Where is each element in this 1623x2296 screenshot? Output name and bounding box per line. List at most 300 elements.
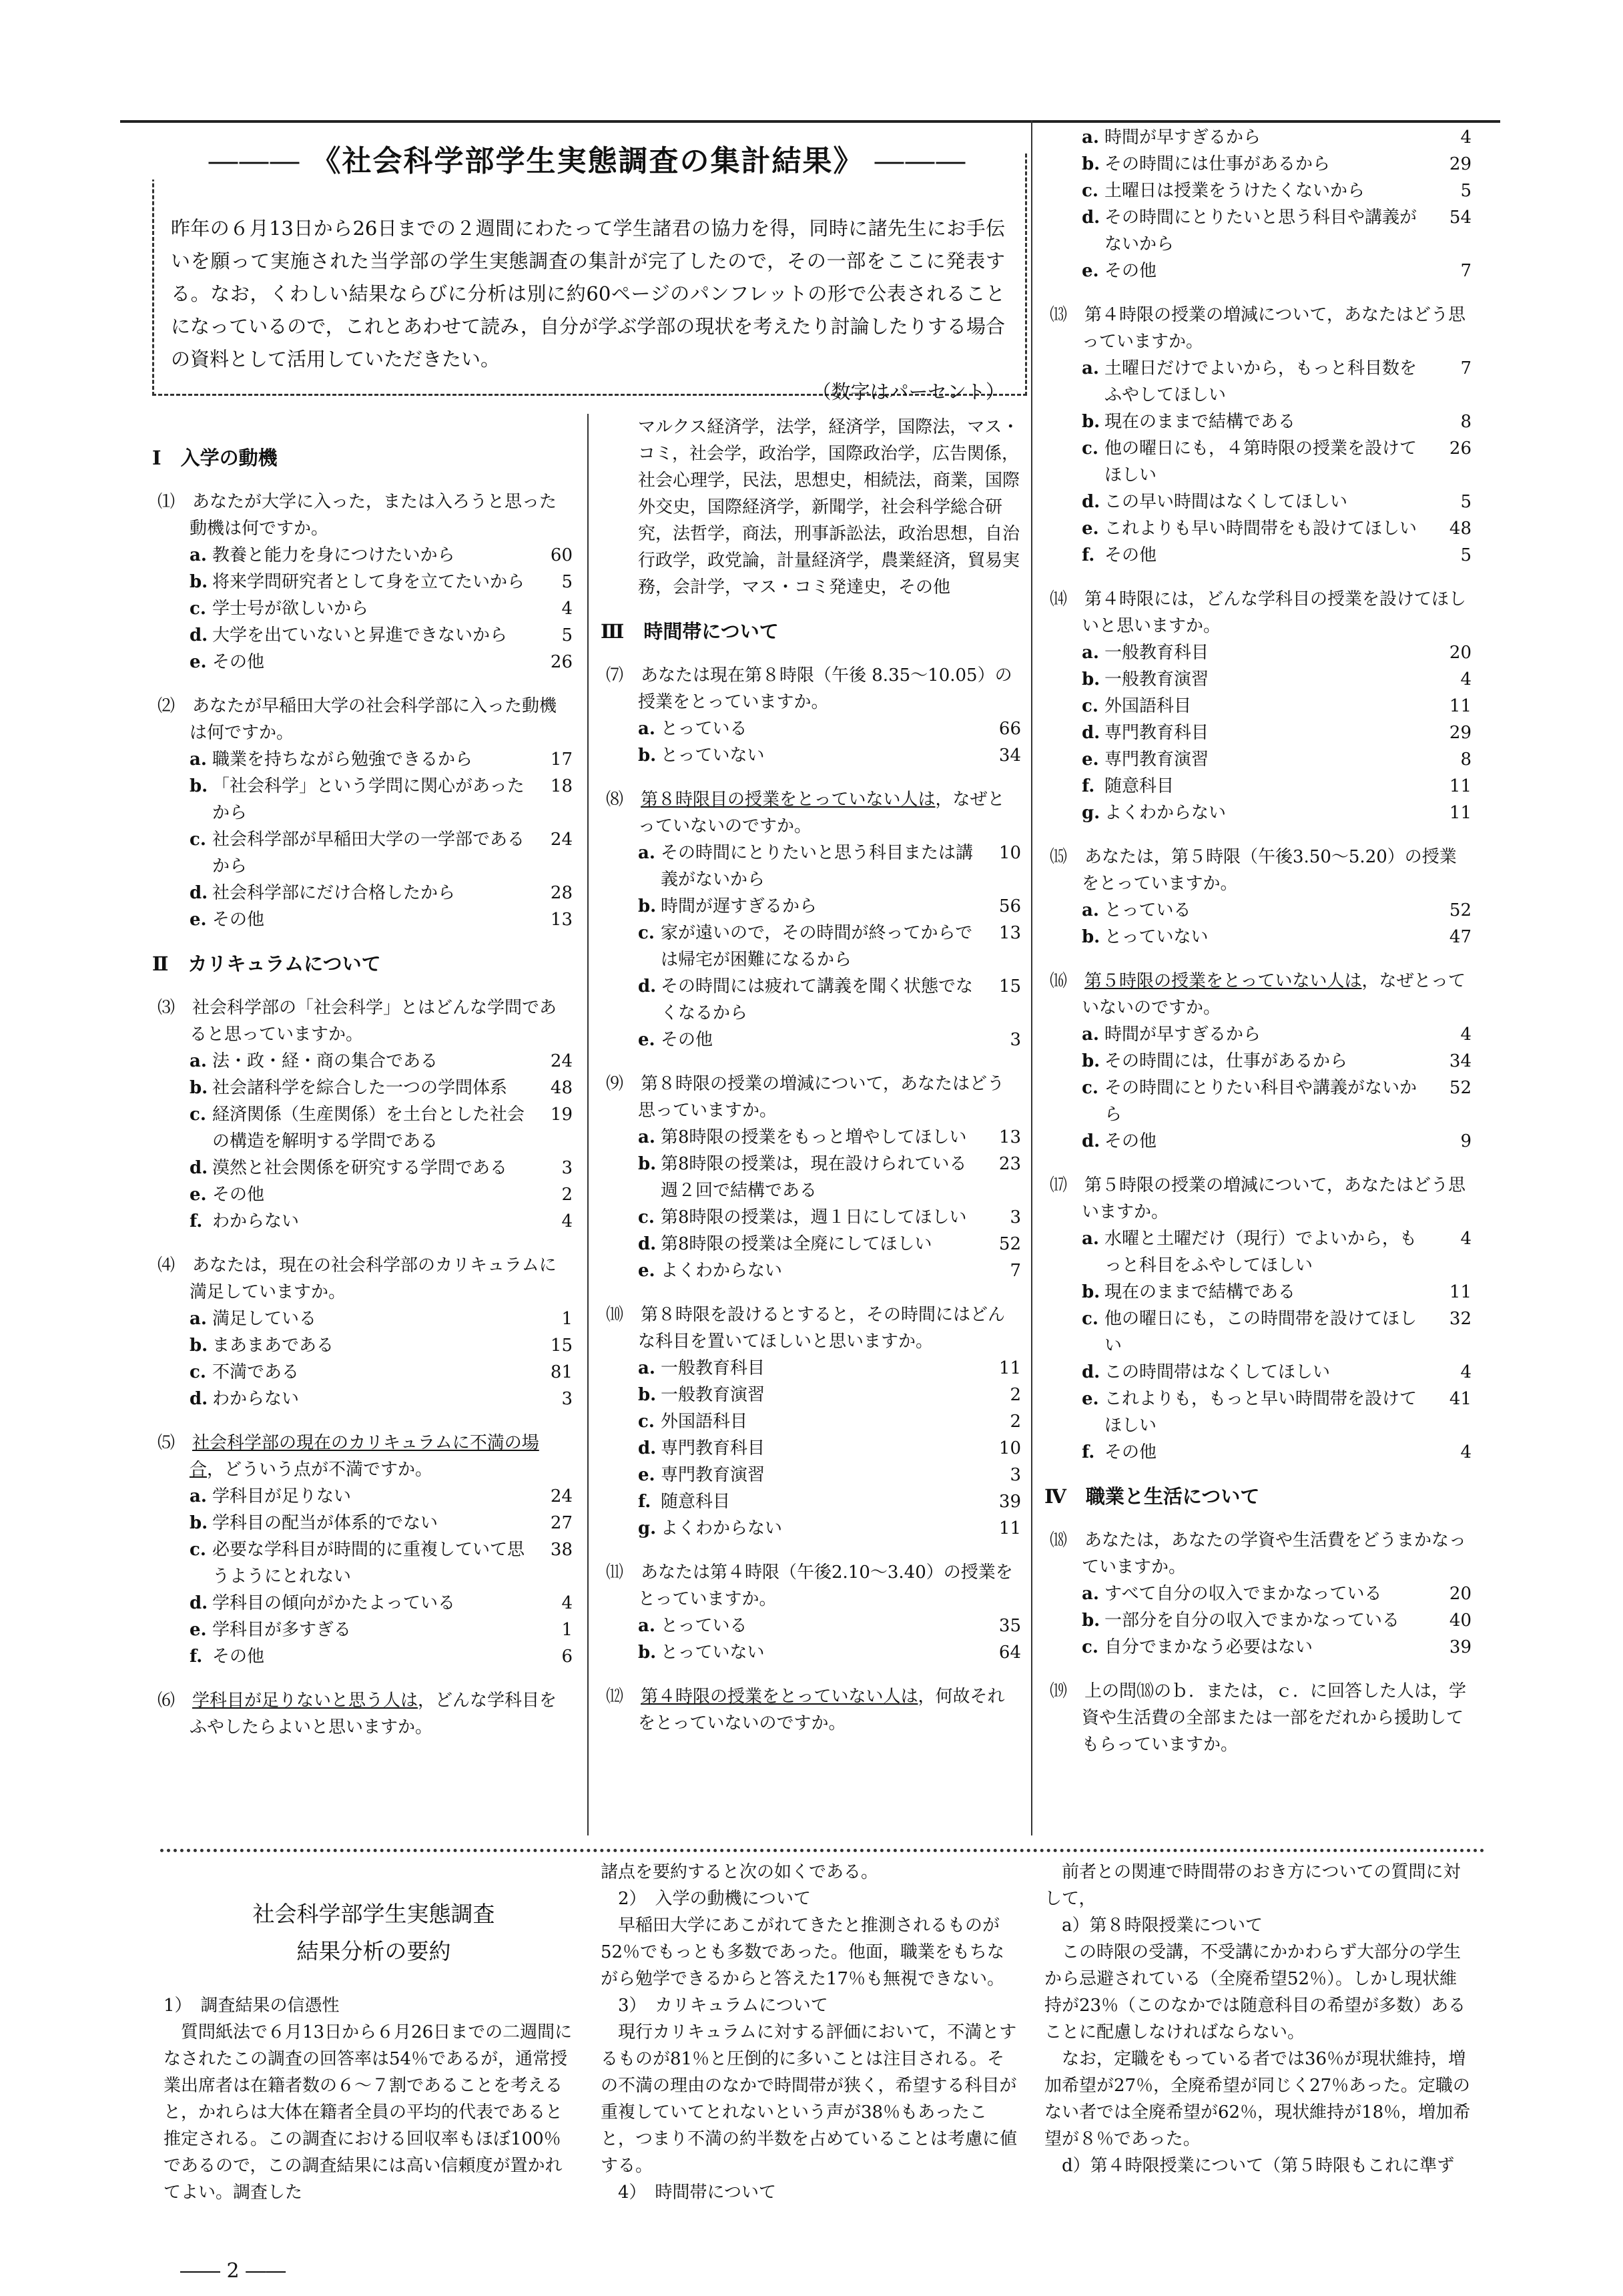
option-letter: e. bbox=[190, 1620, 207, 1640]
option-percent: 2 bbox=[1010, 1412, 1021, 1432]
answer-option bbox=[152, 1359, 573, 1386]
option-letter: c. bbox=[1082, 439, 1098, 459]
question-text: ⑶ 社会科学部の「社会科学」とはどんな学問であると思っていますか。 bbox=[157, 998, 557, 1045]
option-percent: 28 bbox=[550, 883, 573, 903]
question-10 bbox=[601, 1302, 1021, 1542]
option-percent: 7 bbox=[1460, 358, 1472, 378]
option-percent: 13 bbox=[998, 1127, 1021, 1147]
question-6-answer: マルクス経済学，法学，経済学，国際法，マス・コミ，社会学，政治学，国際政治学，広告関係，社会心理学，民法，思想史，相続法，商業，国際外交史，国際経済学，新聞学，社会科学総合研究，法哲学，商法，刑事訴訟法，政治思想，自治行政学，政党論，計量経済学，農業経済，貿易実務，会計学，マス・コミ発達史，その他 bbox=[638, 417, 1020, 597]
option-percent: 20 bbox=[1449, 643, 1472, 663]
option-text: よくわからない bbox=[1104, 803, 1227, 823]
option-percent: 52 bbox=[998, 1234, 1021, 1254]
option-text: 一般教育演習 bbox=[1104, 669, 1209, 689]
option-letter: b. bbox=[1082, 669, 1100, 689]
option-text: とっていない bbox=[661, 1643, 765, 1663]
option-letter: c. bbox=[190, 1362, 206, 1382]
option-text: その他 bbox=[212, 652, 265, 672]
option-text: 自分でまかなう必要はない bbox=[1104, 1637, 1313, 1657]
option-text: 現在のままで結構である bbox=[1104, 412, 1296, 432]
option-percent: 3 bbox=[1010, 1465, 1021, 1485]
answer-option bbox=[1044, 258, 1472, 284]
question-2 bbox=[152, 693, 573, 933]
option-letter: b. bbox=[638, 746, 657, 766]
column-divider-1 bbox=[587, 414, 589, 1835]
option-text: その他 bbox=[212, 1185, 265, 1205]
option-text: その時間には仕事があるから bbox=[1104, 154, 1331, 174]
option-text: これよりも，もっと早い時間帯を設けてほしい bbox=[1104, 1389, 1417, 1436]
option-letter: a. bbox=[638, 1358, 655, 1378]
option-letter: b. bbox=[1082, 412, 1100, 432]
option-text: 社会科学部が早稲田大学の一学部であるから bbox=[212, 830, 525, 876]
option-percent: 17 bbox=[550, 750, 573, 770]
summary-heading: 2） 入学の動機について bbox=[618, 1889, 812, 1909]
option-percent: 11 bbox=[998, 1358, 1021, 1378]
question-15 bbox=[1044, 844, 1472, 950]
answer-option bbox=[152, 1332, 573, 1359]
option-letter: d. bbox=[1082, 1131, 1100, 1151]
option-letter: c. bbox=[638, 923, 655, 943]
option-text: 学科目が多すぎる bbox=[212, 1620, 352, 1640]
column-2 bbox=[601, 414, 1021, 1737]
answer-option bbox=[601, 715, 1021, 742]
option-letter: a. bbox=[638, 1616, 655, 1636]
answer-option bbox=[1044, 1075, 1472, 1128]
option-percent: 3 bbox=[561, 1158, 573, 1178]
option-text: 一般教育演習 bbox=[661, 1385, 765, 1405]
option-letter: f. bbox=[1082, 1442, 1095, 1462]
option-percent: 54 bbox=[1449, 208, 1472, 228]
option-percent: 32 bbox=[1449, 1309, 1472, 1329]
option-letter: d. bbox=[190, 1389, 208, 1409]
option-text: その他 bbox=[1104, 1442, 1157, 1462]
option-letter: g. bbox=[1082, 803, 1100, 823]
question-text: ⑺ あなたは現在第８時限（午後 8.35〜10.05）の授業をとっていますか。 bbox=[606, 665, 1012, 712]
answer-option bbox=[1044, 204, 1472, 258]
answer-option bbox=[1044, 666, 1472, 693]
summary-paragraph: なお，定職をもっている者では36％が現状維持，増加希望が27％，全廃希望が同じく27％あった。定職のない者では全廃希望が62％，現状維持が18％，増加希望が８％であった。 bbox=[1044, 2049, 1471, 2149]
answer-option bbox=[1044, 1021, 1472, 1048]
option-letter: c. bbox=[638, 1207, 655, 1227]
option-percent: 4 bbox=[1460, 1362, 1472, 1382]
section-heading-1: Ⅰ 入学の動機 bbox=[152, 447, 278, 469]
option-letter: a. bbox=[1082, 1229, 1099, 1249]
question-text: ⒂ あなたは，第５時限（午後3.50〜5.20）の授業をとっていますか。 bbox=[1050, 847, 1457, 894]
option-letter: a. bbox=[190, 1486, 207, 1506]
option-letter: d. bbox=[1082, 492, 1100, 512]
option-text: その他 bbox=[1104, 1131, 1157, 1151]
answer-option bbox=[1044, 151, 1472, 178]
option-letter: f. bbox=[638, 1492, 651, 1512]
answer-option bbox=[601, 840, 1021, 893]
option-text: 水曜と土曜だけ（現行）でよいから，もっと科目をふやしてほしい bbox=[1104, 1229, 1417, 1275]
option-text: 社会諸科学を綜合した一つの学問体系 bbox=[212, 1078, 508, 1098]
option-letter: f. bbox=[190, 1211, 203, 1231]
option-text: 随意科目 bbox=[661, 1492, 731, 1512]
option-percent: 11 bbox=[1449, 776, 1472, 796]
option-letter: b. bbox=[638, 1643, 657, 1663]
answer-option bbox=[1044, 1634, 1472, 1661]
option-text: その他 bbox=[212, 910, 265, 930]
section-heading-3: Ⅲ 時間帯について bbox=[601, 620, 779, 643]
option-percent: 23 bbox=[998, 1154, 1021, 1174]
section-heading-2: Ⅱ カリキュラムについて bbox=[152, 952, 381, 975]
answer-option bbox=[152, 1386, 573, 1412]
answer-option bbox=[1044, 1607, 1472, 1634]
answer-option bbox=[601, 1488, 1021, 1515]
option-text: これよりも早い時間帯をも設けてほしい bbox=[1104, 519, 1417, 539]
option-percent: 7 bbox=[1010, 1261, 1021, 1281]
option-percent: 34 bbox=[998, 746, 1021, 766]
option-letter: a. bbox=[1082, 1584, 1099, 1604]
option-text: 第8時限の授業は全廃にしてほしい bbox=[661, 1234, 932, 1254]
option-text: 学士号が欲しいから bbox=[212, 599, 369, 619]
answer-option bbox=[601, 1382, 1021, 1408]
option-percent: 48 bbox=[1449, 519, 1472, 539]
option-text: とっていない bbox=[1104, 927, 1209, 947]
option-text: 時間が遅すぎるから bbox=[661, 896, 818, 916]
option-text: 教養と能力を身につけたいから bbox=[212, 545, 455, 565]
option-letter: b. bbox=[190, 1078, 208, 1098]
option-text: 土曜日だけでよいから，もっと科目数をふやしてほしい bbox=[1104, 358, 1417, 405]
question-text: ⑻ 第８時限目の授業をとっていない人は，なぜとっていないのですか。 bbox=[606, 790, 1005, 836]
answer-option bbox=[601, 742, 1021, 769]
question-text: ⑼ 第８時限の授業の増減について，あなたはどう思っていますか。 bbox=[606, 1074, 1004, 1121]
answer-option bbox=[152, 1181, 573, 1208]
answer-option bbox=[601, 1151, 1021, 1204]
column-divider-2 bbox=[1031, 120, 1032, 1835]
option-letter: a. bbox=[1082, 1025, 1099, 1045]
answer-option bbox=[152, 880, 573, 906]
summary-heading: 3） カリキュラムについて bbox=[618, 1996, 828, 2016]
option-text: 社会科学部にだけ合格したから bbox=[212, 883, 456, 903]
summary-paragraph: 現行カリキュラムに対する評価において，不満とするものが81％と圧倒的に多いことは注目される。その不満の理由のなかで時間帯が狭く，希望する科目が重複していてとれないという声が38％もあったこと，つまり不満の約半数を占めていることは考慮に値する。 bbox=[601, 2022, 1018, 2176]
question-text: ⒃ 第５時限の授業をとっていない人は，なぜとっていないのですか。 bbox=[1050, 971, 1466, 1018]
answer-option bbox=[152, 906, 573, 933]
option-letter: c. bbox=[1082, 1078, 1098, 1098]
answer-option bbox=[1044, 1581, 1472, 1607]
option-letter: e. bbox=[638, 1030, 655, 1050]
option-percent: 11 bbox=[1449, 1282, 1472, 1302]
question-13 bbox=[1044, 302, 1472, 569]
option-percent: 60 bbox=[550, 545, 573, 565]
option-letter: e. bbox=[1082, 519, 1099, 539]
option-percent: 4 bbox=[1460, 1229, 1472, 1249]
option-text: すべて自分の収入でまかなっている bbox=[1104, 1584, 1382, 1604]
option-letter: c. bbox=[1082, 1309, 1098, 1329]
option-letter: g. bbox=[638, 1518, 657, 1538]
option-text: その時間には，仕事があるから bbox=[1104, 1051, 1348, 1071]
answer-option bbox=[1044, 746, 1472, 773]
question-7 bbox=[601, 662, 1021, 769]
option-letter: d. bbox=[190, 625, 208, 645]
question-text: ⒀ 第４時限の授業の増減について，あなたはどう思っていますか。 bbox=[1050, 305, 1466, 352]
option-percent: 39 bbox=[998, 1492, 1021, 1512]
option-text: 将来学問研究者として身を立てたいから bbox=[212, 572, 525, 592]
option-text: 現在のままで結構である bbox=[1104, 1282, 1296, 1302]
option-percent: 24 bbox=[550, 1051, 573, 1071]
option-percent: 11 bbox=[1449, 803, 1472, 823]
answer-option bbox=[601, 920, 1021, 973]
answer-option bbox=[152, 1483, 573, 1510]
option-text: 外国語科目 bbox=[661, 1412, 748, 1432]
option-text: その他 bbox=[661, 1030, 713, 1050]
answer-option bbox=[1044, 1386, 1472, 1439]
option-percent: 24 bbox=[550, 830, 573, 850]
option-percent: 66 bbox=[998, 719, 1021, 739]
option-percent: 24 bbox=[550, 1486, 573, 1506]
option-letter: e. bbox=[190, 652, 207, 672]
option-letter: d. bbox=[190, 1593, 208, 1613]
answer-option bbox=[601, 1231, 1021, 1257]
answer-option bbox=[601, 1204, 1021, 1231]
option-percent: 81 bbox=[550, 1362, 573, 1382]
answer-option bbox=[1044, 1439, 1472, 1466]
option-letter: b. bbox=[1082, 1051, 1100, 1071]
option-percent: 20 bbox=[1449, 1584, 1472, 1604]
question-text: ⑴ あなたが大学に入った，または入ろうと思った動機は何ですか。 bbox=[157, 492, 557, 539]
answer-option bbox=[1044, 515, 1472, 542]
option-letter: d. bbox=[1082, 208, 1100, 228]
option-text: 必要な学科目が時間的に重複していて思うようにとれない bbox=[212, 1540, 525, 1587]
option-text: その時間にとりたいと思う科目または講義がないから bbox=[661, 843, 974, 890]
option-percent: 40 bbox=[1449, 1611, 1472, 1631]
option-letter: b. bbox=[190, 572, 208, 592]
option-letter: d. bbox=[190, 883, 208, 903]
option-letter: e. bbox=[1082, 1389, 1099, 1409]
answer-option bbox=[1044, 924, 1472, 950]
answer-option bbox=[152, 1075, 573, 1101]
question-3 bbox=[152, 994, 573, 1235]
option-text: よくわからない bbox=[661, 1261, 783, 1281]
option-text: 専門教育科目 bbox=[1104, 723, 1209, 743]
summary-paragraph: この時限の受講，不受講にかかわらず大部分の学生から忌避されている（全廃希望52％）。しかし現状維持が23％（このなかでは随意科目の希望が多数）あることに配慮しなければならない。 bbox=[1044, 1942, 1466, 2042]
question-text: ⒄ 第５時限の授業の増減について，あなたはどう思いますか。 bbox=[1050, 1175, 1466, 1222]
question-19 bbox=[1044, 1678, 1472, 1758]
answer-option bbox=[601, 1027, 1021, 1053]
option-letter: a. bbox=[638, 719, 655, 739]
option-letter: a. bbox=[190, 1051, 207, 1071]
question-text: ⑵ あなたが早稲田大学の社会科学部に入った動機は何ですか。 bbox=[157, 696, 557, 743]
option-percent: 35 bbox=[998, 1616, 1021, 1636]
answer-option bbox=[152, 1643, 573, 1670]
answer-option bbox=[1044, 1279, 1472, 1306]
option-text: 家が遠いので，その時間が終ってからでは帰宅が困難になるから bbox=[661, 923, 973, 970]
answer-option bbox=[152, 773, 573, 826]
answer-option bbox=[1044, 542, 1472, 569]
column-3 bbox=[1044, 124, 1472, 1758]
option-letter: f. bbox=[190, 1647, 203, 1667]
option-percent: 56 bbox=[998, 896, 1021, 916]
answer-option bbox=[1044, 773, 1472, 800]
option-text: 大学を出ていないと昇進できないから bbox=[212, 625, 508, 645]
answer-option bbox=[1044, 1225, 1472, 1279]
option-letter: e. bbox=[190, 910, 207, 930]
option-letter: e. bbox=[638, 1465, 655, 1485]
page-number: ―― 2 ―― bbox=[180, 2259, 286, 2283]
page-title: ――― 《社会科学部学生実態調査の集計結果》 ――― bbox=[152, 137, 1023, 180]
answer-option bbox=[1044, 720, 1472, 746]
answer-option bbox=[152, 1306, 573, 1332]
answer-option bbox=[1044, 800, 1472, 826]
summary-title: 社会科学部学生実態調査 結果分析の要約 bbox=[252, 1901, 495, 1964]
question-12 bbox=[601, 1683, 1021, 1737]
option-percent: 52 bbox=[1449, 900, 1472, 920]
option-percent: 48 bbox=[550, 1078, 573, 1098]
intro-text bbox=[171, 212, 1005, 408]
option-percent: 4 bbox=[561, 1593, 573, 1613]
option-text: その時間にとりたい科目や講義がないから bbox=[1104, 1078, 1417, 1125]
answer-option bbox=[152, 1208, 573, 1235]
option-text: わからない bbox=[212, 1389, 300, 1409]
option-letter: b. bbox=[190, 1513, 208, 1533]
answer-option bbox=[601, 893, 1021, 920]
answer-option bbox=[152, 1590, 573, 1617]
answer-option bbox=[1044, 639, 1472, 666]
question-text: ⑿ 第４時限の授業をとっていない人は，何故それをとっていないのですか。 bbox=[606, 1687, 1005, 1733]
answer-option bbox=[152, 1048, 573, 1075]
option-text: 不満である bbox=[212, 1362, 300, 1382]
option-text: 土曜日は授業をうけたくないから bbox=[1104, 181, 1365, 201]
answer-option bbox=[601, 1639, 1021, 1666]
option-letter: d. bbox=[638, 1234, 657, 1254]
option-text: 学科目の配当が体系的でない bbox=[212, 1513, 438, 1533]
top-rule bbox=[120, 120, 1500, 123]
section-heading-4: Ⅳ 職業と生活について bbox=[1044, 1485, 1260, 1508]
option-letter: d. bbox=[1082, 723, 1100, 743]
question-11 bbox=[601, 1559, 1021, 1666]
option-text: わからない bbox=[212, 1211, 300, 1231]
option-letter: e. bbox=[1082, 750, 1099, 770]
option-text: その時間にとりたいと思う科目や講義がないから bbox=[1104, 208, 1417, 254]
option-percent: 52 bbox=[1449, 1078, 1472, 1098]
option-percent: 5 bbox=[1460, 181, 1472, 201]
summary-column-3 bbox=[1044, 1859, 1472, 2179]
intro-paragraph: 昨年の６月13日から26日までの２週間にわたって学生諸君の協力を得，同時に諸先生にお手伝いを願って実施された当学部の学生実態調査の集計が完了したので，その一部をここに発表する。なお，くわしい結果ならびに分析は別に約60ページのパンフレットの形で公表されることになっているので，これとあわせて読み，自分が学ぶ学部の現状を考えたり討論したりする場合の資料として活用していただきたい。 bbox=[171, 217, 1005, 370]
option-letter: c. bbox=[190, 830, 206, 850]
option-percent: 13 bbox=[998, 923, 1021, 943]
question-8 bbox=[601, 786, 1021, 1053]
option-text: まあまあである bbox=[212, 1336, 334, 1356]
summary-paragraph: 諸点を要約すると次の如くである。 bbox=[601, 1862, 879, 1882]
option-percent: 13 bbox=[550, 910, 573, 930]
option-letter: c. bbox=[190, 1540, 206, 1560]
answer-option bbox=[601, 1408, 1021, 1435]
option-percent: 4 bbox=[1460, 1025, 1472, 1045]
option-percent: 27 bbox=[550, 1513, 573, 1533]
option-text: その他 bbox=[212, 1647, 265, 1667]
option-text: この早い時間はなくしてほしい bbox=[1104, 492, 1348, 512]
option-text: 一般教育科目 bbox=[661, 1358, 765, 1378]
answer-option bbox=[601, 1355, 1021, 1382]
option-letter: c. bbox=[638, 1412, 655, 1432]
summary-column-2 bbox=[601, 1859, 1021, 2206]
option-percent: 3 bbox=[1010, 1207, 1021, 1227]
option-text: その他 bbox=[1104, 261, 1157, 281]
answer-option bbox=[152, 649, 573, 675]
option-letter: a. bbox=[190, 545, 207, 565]
option-letter: b. bbox=[190, 776, 208, 796]
option-text: 専門教育演習 bbox=[661, 1465, 765, 1485]
option-percent: 26 bbox=[1449, 439, 1472, 459]
option-letter: a. bbox=[638, 1127, 655, 1147]
column-1 bbox=[152, 427, 573, 1741]
option-percent: 11 bbox=[1449, 696, 1472, 716]
option-percent: 26 bbox=[550, 652, 573, 672]
option-percent: 7 bbox=[1460, 261, 1472, 281]
option-text: 学科目の傾向がかたよっている bbox=[212, 1593, 456, 1613]
option-percent: 5 bbox=[561, 625, 573, 645]
answer-option bbox=[152, 746, 573, 773]
option-percent: 4 bbox=[561, 599, 573, 619]
option-letter: b. bbox=[190, 1336, 208, 1356]
answer-option bbox=[1044, 408, 1472, 435]
option-letter: b. bbox=[1082, 927, 1100, 947]
answer-option bbox=[152, 595, 573, 622]
option-text: その他 bbox=[1104, 545, 1157, 565]
option-text: 他の曜日にも，４第時限の授業を設けてほしい bbox=[1104, 439, 1417, 485]
option-text: 法・政・経・商の集合である bbox=[212, 1051, 438, 1071]
option-percent: 1 bbox=[561, 1620, 573, 1640]
summary-paragraph: 質問紙法で６月13日から６月26日までの二週間になされたこの調査の回答率は54％であるが，通常授業出席者は在籍者数の６〜７割であることを考えると，かれらは大体在籍者全員の平均的代表であると推定される。この調査における回収率もほぼ100％であるので，この調査結果には高い信頼度が置かれてよい。調査した bbox=[164, 2022, 573, 2203]
option-percent: 6 bbox=[561, 1647, 573, 1667]
answer-option bbox=[601, 1613, 1021, 1639]
option-percent: 5 bbox=[561, 572, 573, 592]
answer-option bbox=[1044, 1359, 1472, 1386]
option-letter: a. bbox=[1082, 643, 1099, 663]
option-letter: a. bbox=[190, 750, 207, 770]
option-percent: 41 bbox=[1449, 1389, 1472, 1409]
summary-heading: a）第８時限授業について bbox=[1062, 1916, 1263, 1936]
option-letter: b. bbox=[638, 896, 657, 916]
answer-option bbox=[601, 1515, 1021, 1542]
option-percent: 64 bbox=[998, 1643, 1021, 1663]
option-letter: f. bbox=[1082, 776, 1095, 796]
question-text: ⑾ あなたは第４時限（午後2.10〜3.40）の授業をとっていますか。 bbox=[606, 1562, 1013, 1609]
option-text: 満足している bbox=[212, 1309, 317, 1329]
option-text: 外国語科目 bbox=[1104, 696, 1192, 716]
summary-heading: d）第４時限授業について（第５時限もこれに準ず bbox=[1062, 2156, 1455, 2176]
option-letter: d. bbox=[638, 1438, 657, 1458]
summary-column-1 bbox=[164, 1992, 577, 2206]
answer-option bbox=[1044, 124, 1472, 151]
answer-option bbox=[601, 973, 1021, 1027]
option-text: 学科目が足りない bbox=[212, 1486, 352, 1506]
answer-option bbox=[1044, 1306, 1472, 1359]
option-text: 専門教育演習 bbox=[1104, 750, 1209, 770]
answer-option bbox=[601, 1257, 1021, 1284]
option-percent: 8 bbox=[1460, 412, 1472, 432]
answer-option bbox=[152, 1155, 573, 1181]
question-6 bbox=[152, 1687, 573, 1741]
option-letter: b. bbox=[1082, 1611, 1100, 1631]
option-letter: e. bbox=[190, 1185, 207, 1205]
option-text: よくわからない bbox=[661, 1518, 783, 1538]
unit-note: （数字はパーセント） bbox=[812, 380, 1005, 403]
question-9 bbox=[601, 1071, 1021, 1284]
option-letter: b. bbox=[1082, 154, 1100, 174]
option-percent: 1 bbox=[561, 1309, 573, 1329]
option-letter: e. bbox=[1082, 261, 1099, 281]
option-text: 一部分を自分の収入でまかなっている bbox=[1104, 1611, 1400, 1631]
option-percent: 2 bbox=[1010, 1385, 1021, 1405]
option-letter: f. bbox=[1082, 545, 1095, 565]
question-text: ⑷ あなたは，現在の社会科学部のカリキュラムに満足していますか。 bbox=[157, 1255, 557, 1302]
answer-option bbox=[601, 1435, 1021, 1462]
question-17 bbox=[1044, 1172, 1472, 1466]
summary-heading: 1） 調査結果の信憑性 bbox=[164, 1996, 340, 2016]
answer-option bbox=[152, 1510, 573, 1536]
summary-paragraph: 早稲田大学にあこがれてきたと推測されるものが52％でもっとも多数であった。他面，職業をもちながら勉学できるからと答えた17％も無視できない。 bbox=[601, 1916, 1005, 1989]
